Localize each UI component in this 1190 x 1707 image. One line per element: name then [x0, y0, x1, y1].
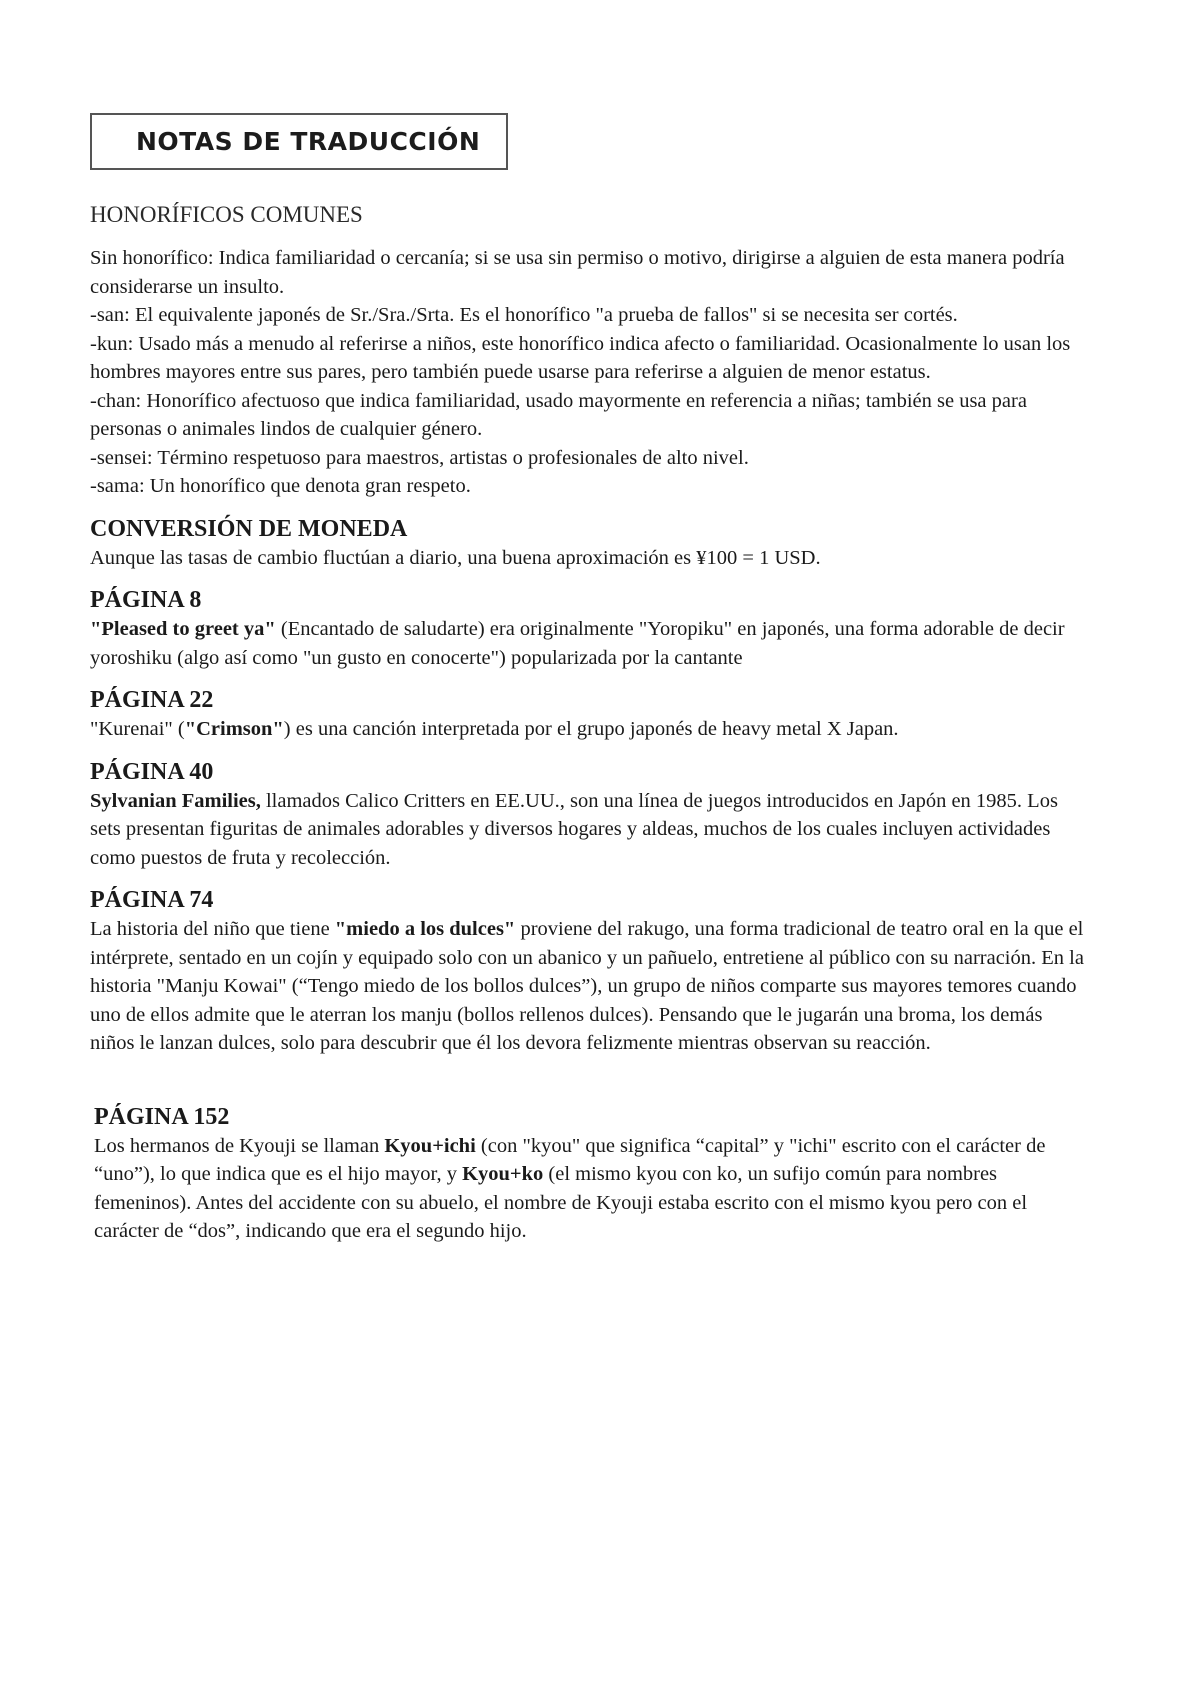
page74-bold: "miedo a los dulces" [334, 918, 516, 940]
honorifics-heading: HONORÍFICOS COMUNES [90, 202, 363, 227]
notes-content [90, 200, 1090, 1246]
page152-post: (el mismo kyou con ko, un sufijo común para nombres femeninos). Antes del accidente con su abuelo, el nombre de Kyouji estaba escrito con el mismo kyou pero con el carácter de “dos”, indicando que era el segundo hijo. [94, 1163, 1028, 1242]
page40-heading: PÁGINA 40 [90, 758, 214, 785]
page22-bold: "Crimson" [184, 718, 284, 740]
page40-bold: Sylvanian Families, [90, 789, 261, 812]
page22-post: ) es una canción interpretada por el grupo japonés de heavy metal X Japan. [283, 718, 899, 740]
page152-pre: Los hermanos de Kyouji se llaman [94, 1134, 385, 1157]
page152-bold-2: Kyou+ko [462, 1163, 544, 1185]
page74-heading: PÁGINA 74 [90, 887, 214, 913]
honorific-line: -chan: Honorífico afectuoso que indica familiaridad, usado mayormente en referencia a niñas; también se usa para personas o animales lindos de cualquier género. [90, 389, 1027, 440]
title-box [90, 113, 508, 170]
honorific-line: -kun: Usado más a menudo al referirse a niños, este honorífico indica afecto o familiaridad. Ocasionalmente lo usan los hombres mayores entre sus pares, pero también puede usarse para referirse a alguien de menor estatus. [90, 332, 1071, 383]
page152-mid: (con "kyou" que significa “capital” y "ichi" escrito con el carácter de “uno”), lo que indica que es el hijo mayor, y [94, 1134, 1046, 1185]
honorific-line: -sama: Un honorífico que denota gran respeto. [90, 475, 471, 497]
honorific-line: -sensei: Término respetuoso para maestros, artistas o profesionales de alto nivel. [90, 446, 749, 469]
page8-text: (Encantado de saludarte) era originalmente "Yoropiku" en japonés, una forma adorable de decir yoroshiku (algo así como "un gusto en conocerte") popularizada por la cantante [90, 618, 1065, 669]
page74-pre: La historia del niño que tiene [90, 918, 335, 940]
honorific-line: Sin honorífico: Indica familiaridad o cercanía; si se usa sin permiso o motivo, dirigirse a alguien de esta manera podría considerarse un insulto. [90, 247, 1065, 298]
page-title: NOTAS DE TRADUCCIÓN [136, 127, 481, 156]
currency-text: Aunque las tasas de cambio fluctúan a diario, una buena aproximación es ¥100 = 1 USD. [90, 546, 821, 569]
page8-heading: PÁGINA 8 [90, 587, 202, 613]
page152-bold-1: Kyou+ichi [384, 1134, 476, 1157]
currency-heading: CONVERSIÓN DE MONEDA [90, 515, 408, 542]
page152-heading: PÁGINA 152 [94, 1103, 230, 1130]
page22-note [90, 715, 1090, 744]
page74-post: proviene del rakugo, una forma tradicional de teatro oral en la que el intérprete, sentado en un cojín y equipado solo con un abanico y un pañuelo, entretiene al público con su narración. En la historia "Manju Kowai" (“Tengo miedo de los bollos dulces”), un grupo de niños comparte sus mayores temores cuando uno de ellos admite que le aterran los manju (bollos rellenos dulces). Pensando que le jugarán una broma, los demás niños le lanzan dulces, solo para descubrir que él los devora felizmente mientras observan su reacción. [90, 918, 1084, 1054]
page152-note [90, 1132, 1090, 1246]
honorifics-list [90, 244, 1090, 501]
page8-note [90, 615, 1090, 672]
honorific-line: -san: El equivalente japonés de Sr./Sra./Srta. Es el honorífico "a prueba de fallos" si se necesita ser cortés. [90, 304, 958, 326]
page74-note [90, 915, 1090, 1058]
page22-heading: PÁGINA 22 [90, 687, 214, 713]
page40-text: llamados Calico Critters en EE.UU., son una línea de juegos introducidos en Japón en 1985. Los sets presentan figuritas de animales adorables y diversos hogares y aldeas, muchos de los cuales incluyen actividades como puestos de fruta y recolección. [90, 789, 1058, 869]
page40-note [90, 787, 1090, 873]
page22-pre: "Kurenai" ( [90, 718, 185, 740]
page8-bold: "Pleased to greet ya" [90, 618, 276, 640]
